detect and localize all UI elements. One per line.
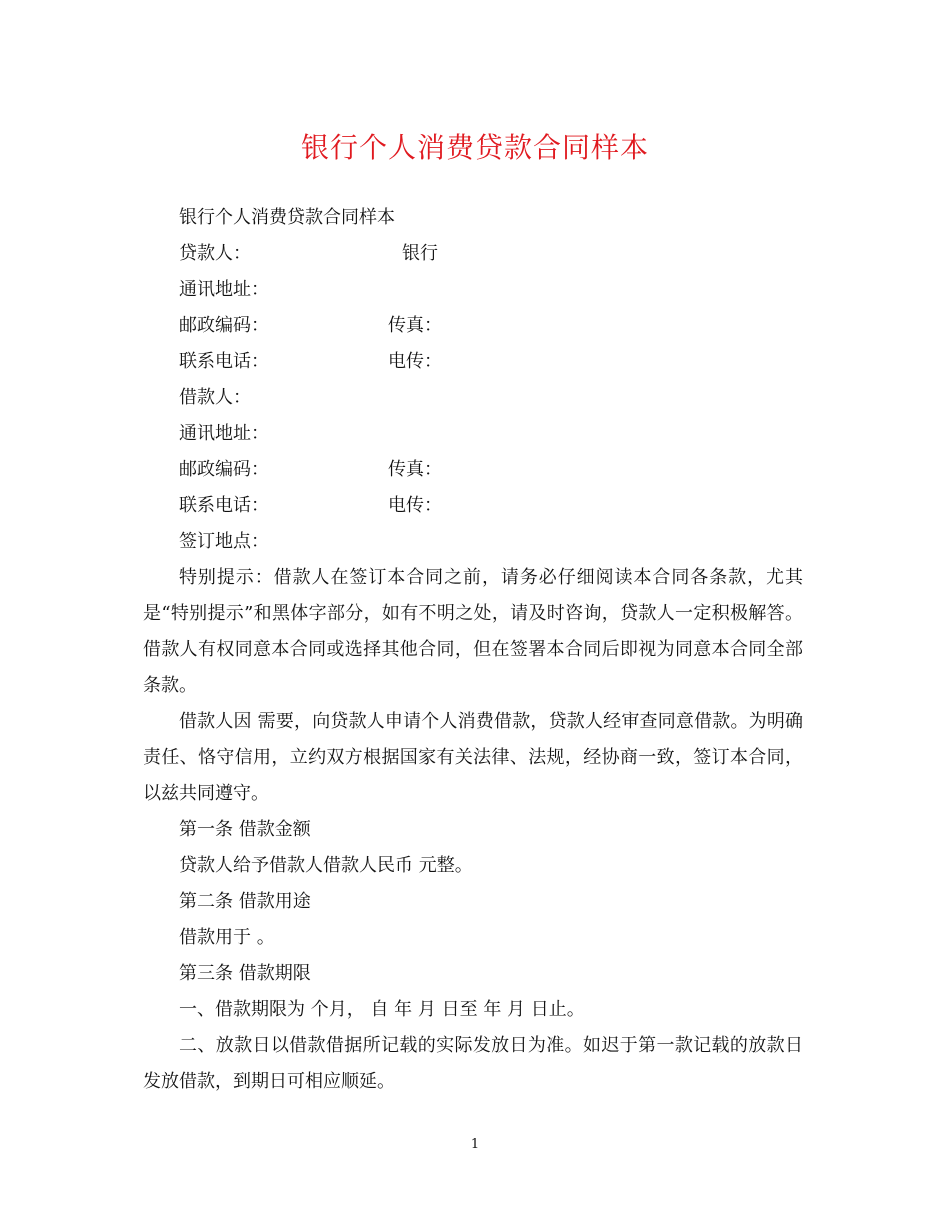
borrower-postcode-line [143,452,803,488]
article-3-item-1-text: 一、借款期限为 个月， 自 年 月 日至 年 月 日止。 [179,999,585,1020]
lender-fax-label: 传真： [388,315,442,336]
lender-postcode-line [143,308,803,344]
borrower-fax-label: 传真： [388,459,442,480]
lender-label: 贷款人： [179,243,251,264]
article-1-title-text: 第一条 借款金额 [179,819,311,840]
special-notice: 特别提示：借款人在签订本合同之前，请务必仔细阅读本合同各条款，尤其是“特别提示”和黑体字部分，如有不明之处，请及时咨询，贷款人一定积极解答。借款人有权同意本合同或选择其他合同，但在签署本合同后即视为同意本合同全部条款。 [143,567,803,696]
preamble-paragraph: 借款人因 需要，向贷款人申请个人消费借款，贷款人经审查同意借款。为明确责任、恪守信用，立约双方根据国家有关法律、法规，经协商一致，签订本合同，以兹共同遵守。 [143,711,803,804]
lender-phone-label: 联系电话： [179,351,269,372]
lender-address-label: 通讯地址： [179,279,269,300]
article-3-item-2: 二、放款日以借款借据所记载的实际发放日为准。如迟于第一款记载的放款日发放借款，到期日可相应顺延。 [143,1035,803,1092]
lender-postcode-label: 邮政编码： [179,315,269,336]
borrower-postcode-label: 邮政编码： [179,459,269,480]
article-3-title [143,956,803,992]
borrower-phone-label: 联系电话： [179,495,269,516]
borrower-label: 借款人： [179,387,251,408]
document-title: 银行个人消费贷款合同样本 [300,131,649,164]
article-2-title [143,884,803,920]
subtitle-line [143,200,803,236]
lender-telex-label: 电传： [388,351,442,372]
signing-place-line [143,524,803,560]
article-2-body [143,920,803,956]
article-1-body [143,848,803,884]
article-1-title [143,812,803,848]
borrower-address-label: 通讯地址： [179,423,269,444]
article-2-title-text: 第二条 借款用途 [179,891,311,912]
lender-line [143,236,803,272]
article-3-title-text: 第三条 借款期限 [179,963,311,984]
subtitle: 银行个人消费贷款合同样本 [179,207,395,228]
lender-address-line [143,272,803,308]
document-body [143,200,803,1100]
lender-bank: 银行 [402,243,438,264]
borrower-address-line [143,416,803,452]
borrower-line [143,380,803,416]
page-number: 1 [470,1137,480,1152]
article-1-body-text: 贷款人给予借款人借款人民币 元整。 [179,855,473,876]
lender-phone-line [143,344,803,380]
borrower-phone-line [143,488,803,524]
signing-place-label: 签订地点： [179,531,269,552]
borrower-telex-label: 电传： [388,495,442,516]
article-3-item-1 [143,992,803,1028]
article-2-body-text: 借款用于 。 [179,927,275,948]
